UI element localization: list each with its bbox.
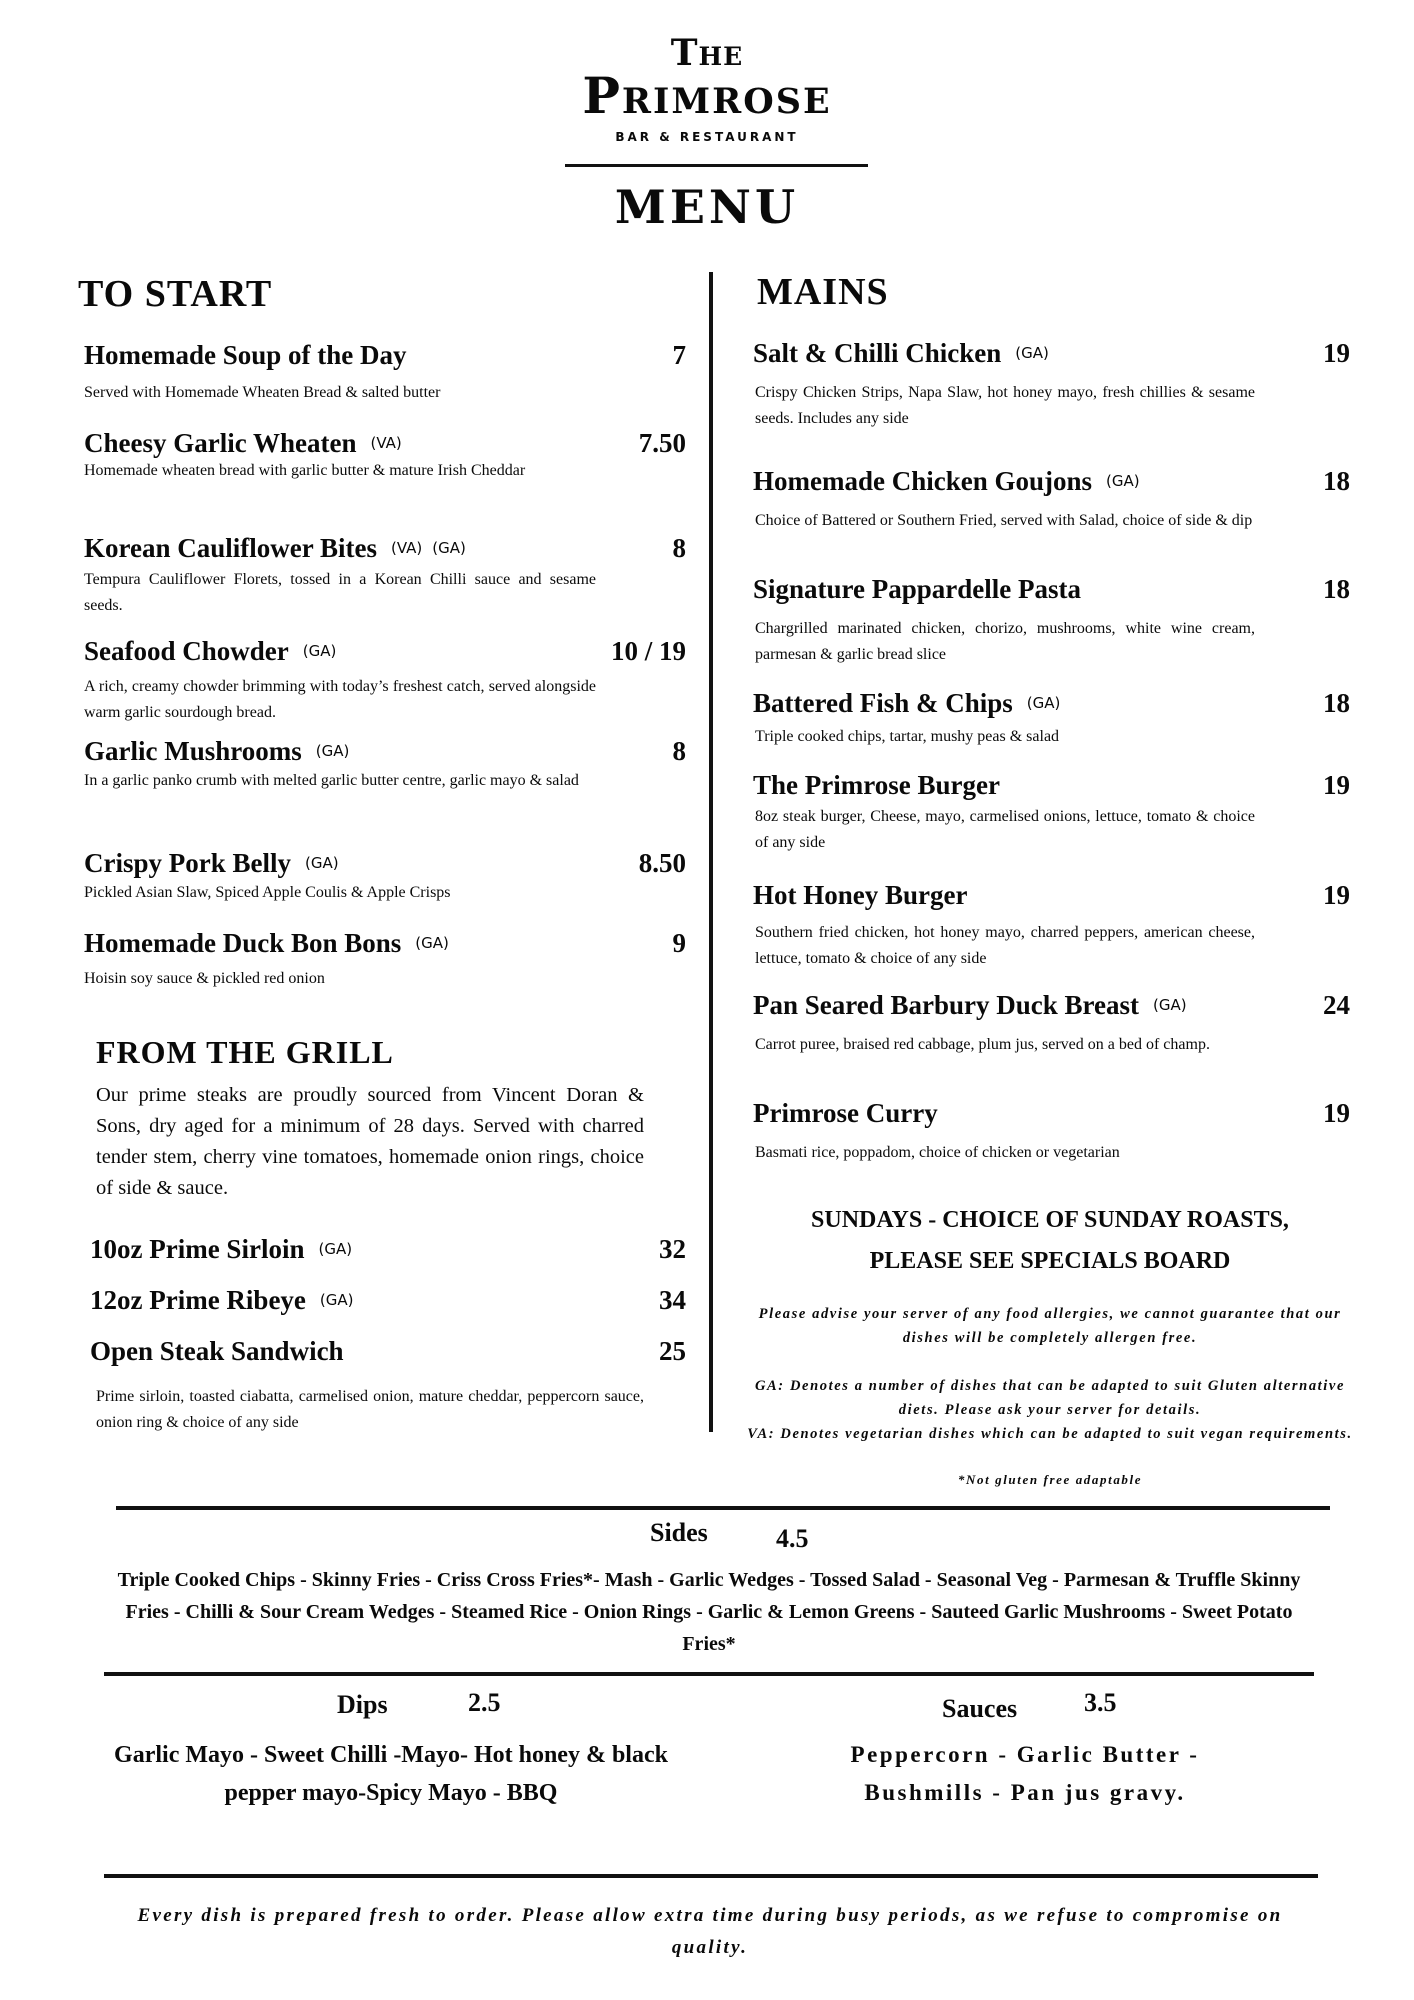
allergy-notice: Please advise your server of any food allergies, we cannot guarantee that our dishes will be completely allergen free. [758,1306,1342,1346]
item-price: 19 [1323,880,1350,910]
item-description: Served with Homemade Wheaten Bread & salted butter [84,384,441,401]
logo-the: The [670,32,744,74]
item-name [84,736,349,767]
item-price: 7.50 [638,428,686,458]
item-name-text: Crispy Pork Belly [84,848,291,878]
item-name [753,574,1081,605]
item-name [90,1234,352,1265]
item-description: Homemade wheaten bread with garlic butter & mature Irish Cheddar [84,462,526,479]
item-price: 34 [659,1285,686,1315]
item-name [84,533,466,564]
item-name-text: Seafood Chowder [84,636,289,666]
footer-note: Every dish is prepared fresh to order. Please allow extra time during busy periods, as we refuse to compromise on quality. [137,1905,1283,1958]
item-price: 19 [1323,1098,1350,1128]
item-price: 18 [1323,574,1350,604]
item-name-text: Cheesy Garlic Wheaten [84,428,357,458]
item-name [753,990,1187,1021]
dietary-tag: (GA) [432,539,466,557]
section-heading-mains: MAINS [757,271,889,313]
item-name-text: Salt & Chilli Chicken [753,338,1002,368]
dips-label: Dips [337,1690,388,1719]
item-name-text: Homemade Chicken Goujons [753,466,1093,496]
item-name-text: Battered Fish & Chips [753,688,1013,718]
item-description: Carrot puree, braised red cabbage, plum jus, served on a bed of champ. [755,1036,1210,1053]
item-description: Pickled Asian Slaw, Spiced Apple Coulis & Apple Crisps [84,884,451,901]
dietary-tag: (GA) [1026,694,1061,712]
item-price: 8.50 [638,848,686,878]
section-heading-to-start: TO START [78,273,273,315]
item-name-text: Primrose Curry [753,1098,938,1128]
item-description: Hoisin soy sauce & pickled red onion [84,970,325,987]
item-name-text: 12oz Prime Ribeye [90,1285,306,1315]
dietary-tag: (GA) [318,1240,353,1258]
not-gluten-free-note: *Not gluten free adaptable [957,1472,1143,1487]
dietary-tag: (GA) [1153,996,1187,1014]
item-description: Crispy Chicken Strips, Napa Slaw, hot honey mayo, fresh chillies & sesame seeds. Includes any side [755,384,1255,427]
divider-footer [104,1874,1318,1878]
divider-sides [116,1506,1330,1510]
menu-title: MENU [614,180,800,234]
item-name-text: Pan Seared Barbury Duck Breast [753,990,1140,1020]
grill-intro: Our prime steaks are proudly sourced from Vincent Doran & Sons, dry aged for a minimum of 28 days. Served with charred tender stem, cherry vine tomatoes, homemade onion rings, choice of side & sauce. [96,1084,644,1199]
sides-list: Triple Cooked Chips - Skinny Fries - Criss Cross Fries*- Mash - Garlic Wedges - Tossed Salad - Seasonal Veg - Parmesan & Truffle Skinny Fries - Chilli & Sour Cream Wedges - Steamed Rice - Onion Rings - Garlic & Lemon Greens - Sauteed Garlic Mushrooms - Sweet Potato Fries* [117,1569,1301,1655]
sides-label: Sides [650,1518,708,1547]
item-description: Choice of Battered or Southern Fried, served with Salad, choice of side & dip [755,512,1253,529]
item-name-text: The Primrose Burger [753,770,1000,800]
sauces-list: Peppercorn - Garlic Butter - Bushmills - Pan jus gravy. [850,1742,1200,1805]
item-price: 24 [1323,990,1350,1020]
item-name [753,466,1140,497]
item-name [753,880,967,911]
va-notice: VA: Denotes vegetarian dishes which can be adapted to suit vegan requirements. [747,1426,1353,1442]
item-description: Southern fried chicken, hot honey mayo, charred peppers, american cheese, lettuce, tomato & choice of any side [755,924,1255,967]
item-name [753,688,1060,719]
column-divider [709,272,713,1432]
sides-price: 4.5 [776,1524,809,1553]
dietary-tag: (GA) [315,742,350,760]
item-name-text: Hot Honey Burger [753,880,968,910]
item-price: 10 / 19 [610,636,686,666]
item-name-text: Homemade Duck Bon Bons [84,928,402,958]
item-price: 9 [672,928,686,958]
item-name [753,338,1049,369]
item-name [84,428,402,459]
item-name-text: Homemade Soup of the Day [84,340,407,370]
sunday-roast-notice [740,1200,1360,1282]
section-heading-from-the-grill: FROM THE GRILL [96,1034,394,1070]
logo-divider [565,164,868,167]
item-description: Triple cooked chips, tartar, mushy peas & salad [755,728,1060,745]
item-name-text: Open Steak Sandwich [90,1336,344,1366]
item-description: 8oz steak burger, Cheese, mayo, carmelised onions, lettuce, tomato & choice of any side [755,808,1255,851]
item-price: 32 [659,1234,686,1264]
ga-notice: GA: Denotes a number of dishes that can be adapted to suit Gluten alternative diets. Please ask your server for details. [754,1378,1346,1418]
item-description: A rich, creamy chowder brimming with today’s freshest catch, served alongside warm garlic sourdough bread. [84,678,596,721]
dietary-tag: (GA) [1106,472,1140,490]
item-price: 19 [1323,338,1350,368]
item-price: 18 [1323,466,1350,496]
item-name [84,340,407,371]
item-name [84,848,339,879]
item-price: 7 [672,340,686,370]
dietary-tag: (GA) [305,854,339,872]
item-name [84,636,336,667]
dietary-tag: (GA) [302,642,337,660]
item-name-text: Signature Pappardelle Pasta [753,574,1082,604]
item-name [753,770,1000,801]
dips-list: Garlic Mayo - Sweet Chilli -Mayo- Hot honey & black pepper mayo-Spicy Mayo - BBQ [114,1742,668,1806]
item-price: 18 [1323,688,1350,718]
sauces-price: 3.5 [1084,1688,1117,1717]
item-description: Chargrilled marinated chicken, chorizo, mushrooms, white wine cream, parmesan & garlic bread slice [755,620,1255,663]
dietary-tag: (VA) [390,539,423,557]
item-price: 25 [659,1336,686,1366]
item-name [753,1098,938,1129]
item-name [90,1336,344,1367]
item-description: Prime sirloin, toasted ciabatta, carmelised onion, mature cheddar, peppercorn sauce, onion ring & choice of any side [96,1388,644,1431]
item-price: 19 [1323,770,1350,800]
item-description: Tempura Cauliflower Florets, tossed in a Korean Chilli sauce and sesame seeds. [84,571,596,614]
logo-subtitle: BAR & RESTAURANT [615,130,799,144]
item-name [84,928,449,959]
logo-restaurant-name: Primrose [582,66,832,125]
dietary-tag: (GA) [1015,344,1049,362]
item-name-text: Korean Cauliflower Bites [84,533,377,563]
item-name-text: Garlic Mushrooms [84,736,302,766]
item-name-text: 10oz Prime Sirloin [90,1234,305,1264]
dietary-tag: (VA) [370,434,402,452]
dietary-tag: (GA) [319,1291,354,1309]
item-price: 8 [672,533,686,563]
sunday-line-2: PLEASE SEE SPECIALS BOARD [869,1248,1231,1274]
sunday-line-1: SUNDAYS - CHOICE OF SUNDAY ROASTS, [811,1207,1289,1233]
dietary-tag: (GA) [415,934,449,952]
dips-price: 2.5 [468,1688,501,1717]
item-description: In a garlic panko crumb with melted garlic butter centre, garlic mayo & salad [84,772,579,789]
sauces-label: Sauces [942,1694,1018,1723]
item-price: 8 [672,736,686,766]
item-name [90,1285,354,1316]
item-description: Basmati rice, poppadom, choice of chicken or vegetarian [755,1144,1120,1161]
divider-dips-sauces [104,1672,1314,1676]
